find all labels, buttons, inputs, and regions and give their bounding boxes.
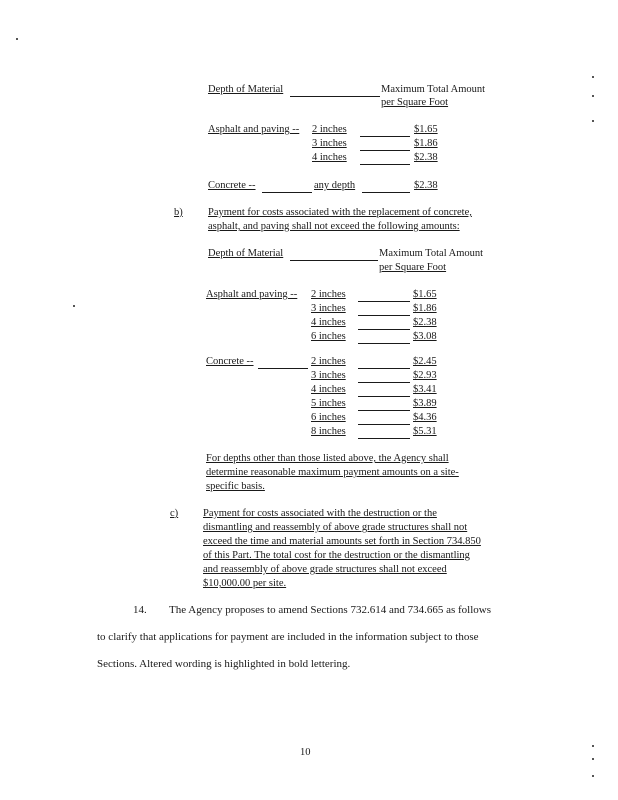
table-2-header-rule (290, 260, 378, 261)
item-c-text-line: of this Part. The total cost for the destruction or the dismantling (203, 550, 470, 561)
table-2-amount: $2.93 (413, 370, 437, 381)
table-1-amount: $2.38 (414, 152, 438, 163)
table-2-amount: $2.38 (413, 317, 437, 328)
page-number: 10 (300, 747, 311, 758)
table-2-amount: $5.31 (413, 426, 437, 437)
table-2-rule (358, 410, 410, 411)
table-2-depth: 4 inches (311, 317, 346, 328)
table-2-rule (358, 329, 410, 330)
scan-speck (16, 38, 18, 40)
table-2-amount: $3.41 (413, 384, 437, 395)
item-b-label: b) (174, 207, 183, 218)
item-b-text-line: asphalt, and paving shall not exceed the following amounts: (208, 221, 460, 232)
paragraph-14-number: 14. (133, 604, 147, 616)
table-2-concrete-label: Concrete -- (206, 356, 254, 367)
scan-speck (592, 758, 594, 760)
table-1-depth: any depth (314, 180, 356, 191)
table-2-amount: $3.08 (413, 331, 437, 342)
table-1-rule (360, 164, 410, 165)
paragraph-14-line: to clarify that applications for payment are included in the information subject to those (97, 631, 479, 643)
table-1-rule (262, 192, 312, 193)
scan-speck (592, 120, 594, 122)
table-2-depth: 4 inches (311, 384, 346, 395)
table-2-depth: 3 inches (311, 370, 346, 381)
table-2-header-amount-line2: per Square Foot (379, 262, 447, 273)
table-2-rule (358, 396, 410, 397)
item-c-text-line: and reassembly of above grade structures shall not exceed (203, 564, 447, 575)
table-1-depth: 4 inches (312, 152, 347, 163)
table-2-depth: 3 inches (311, 303, 346, 314)
table-1-depth: 2 inches (312, 124, 347, 135)
scan-speck (592, 745, 594, 747)
table-1-header-depth: Depth of Material (208, 84, 284, 95)
table-1-rule (362, 192, 410, 193)
table-2-depth: 8 inches (311, 426, 346, 437)
paragraph-14-line: The Agency proposes to amend Sections 732.614 and 734.665 as follows (169, 604, 492, 616)
table-1-header-amount-line1: Maximum Total Amount (381, 84, 486, 95)
table-1-header-amount-line2: per Square Foot (381, 97, 449, 108)
table-2-header-amount-line1: Maximum Total Amount (379, 248, 484, 259)
other-depths-note-line: For depths other than those listed above, the Agency shall (206, 453, 449, 464)
table-2-amount: $1.86 (413, 303, 437, 314)
table-2-rule (358, 438, 410, 439)
paragraph-14-line: Sections. Altered wording is highlighted in bold lettering. (97, 658, 351, 670)
table-1-header-rule (290, 96, 380, 97)
table-1-amount: $1.65 (414, 124, 438, 135)
table-2-rule (358, 343, 410, 344)
table-2-rule (358, 301, 410, 302)
table-1-amount: $2.38 (414, 180, 438, 191)
table-2-amount: $3.89 (413, 398, 437, 409)
item-b-text-line: Payment for costs associated with the replacement of concrete, (208, 207, 472, 218)
table-1-depth: 3 inches (312, 138, 347, 149)
table-2-depth: 6 inches (311, 412, 346, 423)
table-2-amount: $1.65 (413, 289, 437, 300)
item-c-text-line: dismantling and reassembly of above grade structures shall not (203, 522, 468, 533)
item-c-text-line: Payment for costs associated with the destruction or the (203, 508, 437, 519)
item-c-label: c) (170, 508, 179, 519)
table-2-rule (358, 368, 410, 369)
other-depths-note-line: determine reasonable maximum payment amounts on a site- (206, 467, 459, 478)
table-2-depth: 6 inches (311, 331, 346, 342)
table-2-amount: $2.45 (413, 356, 437, 367)
table-2-rule (358, 315, 410, 316)
table-2-rule (358, 424, 410, 425)
scan-speck (592, 76, 594, 78)
table-2-rule (358, 382, 410, 383)
scan-speck (592, 95, 594, 97)
table-2-depth: 5 inches (311, 398, 346, 409)
scan-speck (73, 305, 75, 307)
table-1-concrete-label: Concrete -- (208, 180, 256, 191)
item-c-text-line: $10,000.00 per site. (203, 578, 287, 589)
scan-speck (592, 775, 594, 777)
table-2-depth: 2 inches (311, 356, 346, 367)
other-depths-note-line: specific basis. (206, 481, 265, 492)
item-c-text-line: exceed the time and material amounts set forth in Section 734.850 (203, 536, 481, 547)
table-2-header-depth: Depth of Material (208, 248, 284, 259)
table-1-amount: $1.86 (414, 138, 438, 149)
table-1-rule (360, 136, 410, 137)
table-2-asphalt-label: Asphalt and paving -- (206, 289, 298, 300)
table-2-rule (258, 368, 308, 369)
table-1-rule (360, 150, 410, 151)
table-2-amount: $4.36 (413, 412, 437, 423)
table-1-asphalt-label: Asphalt and paving -- (208, 124, 300, 135)
table-2-depth: 2 inches (311, 289, 346, 300)
